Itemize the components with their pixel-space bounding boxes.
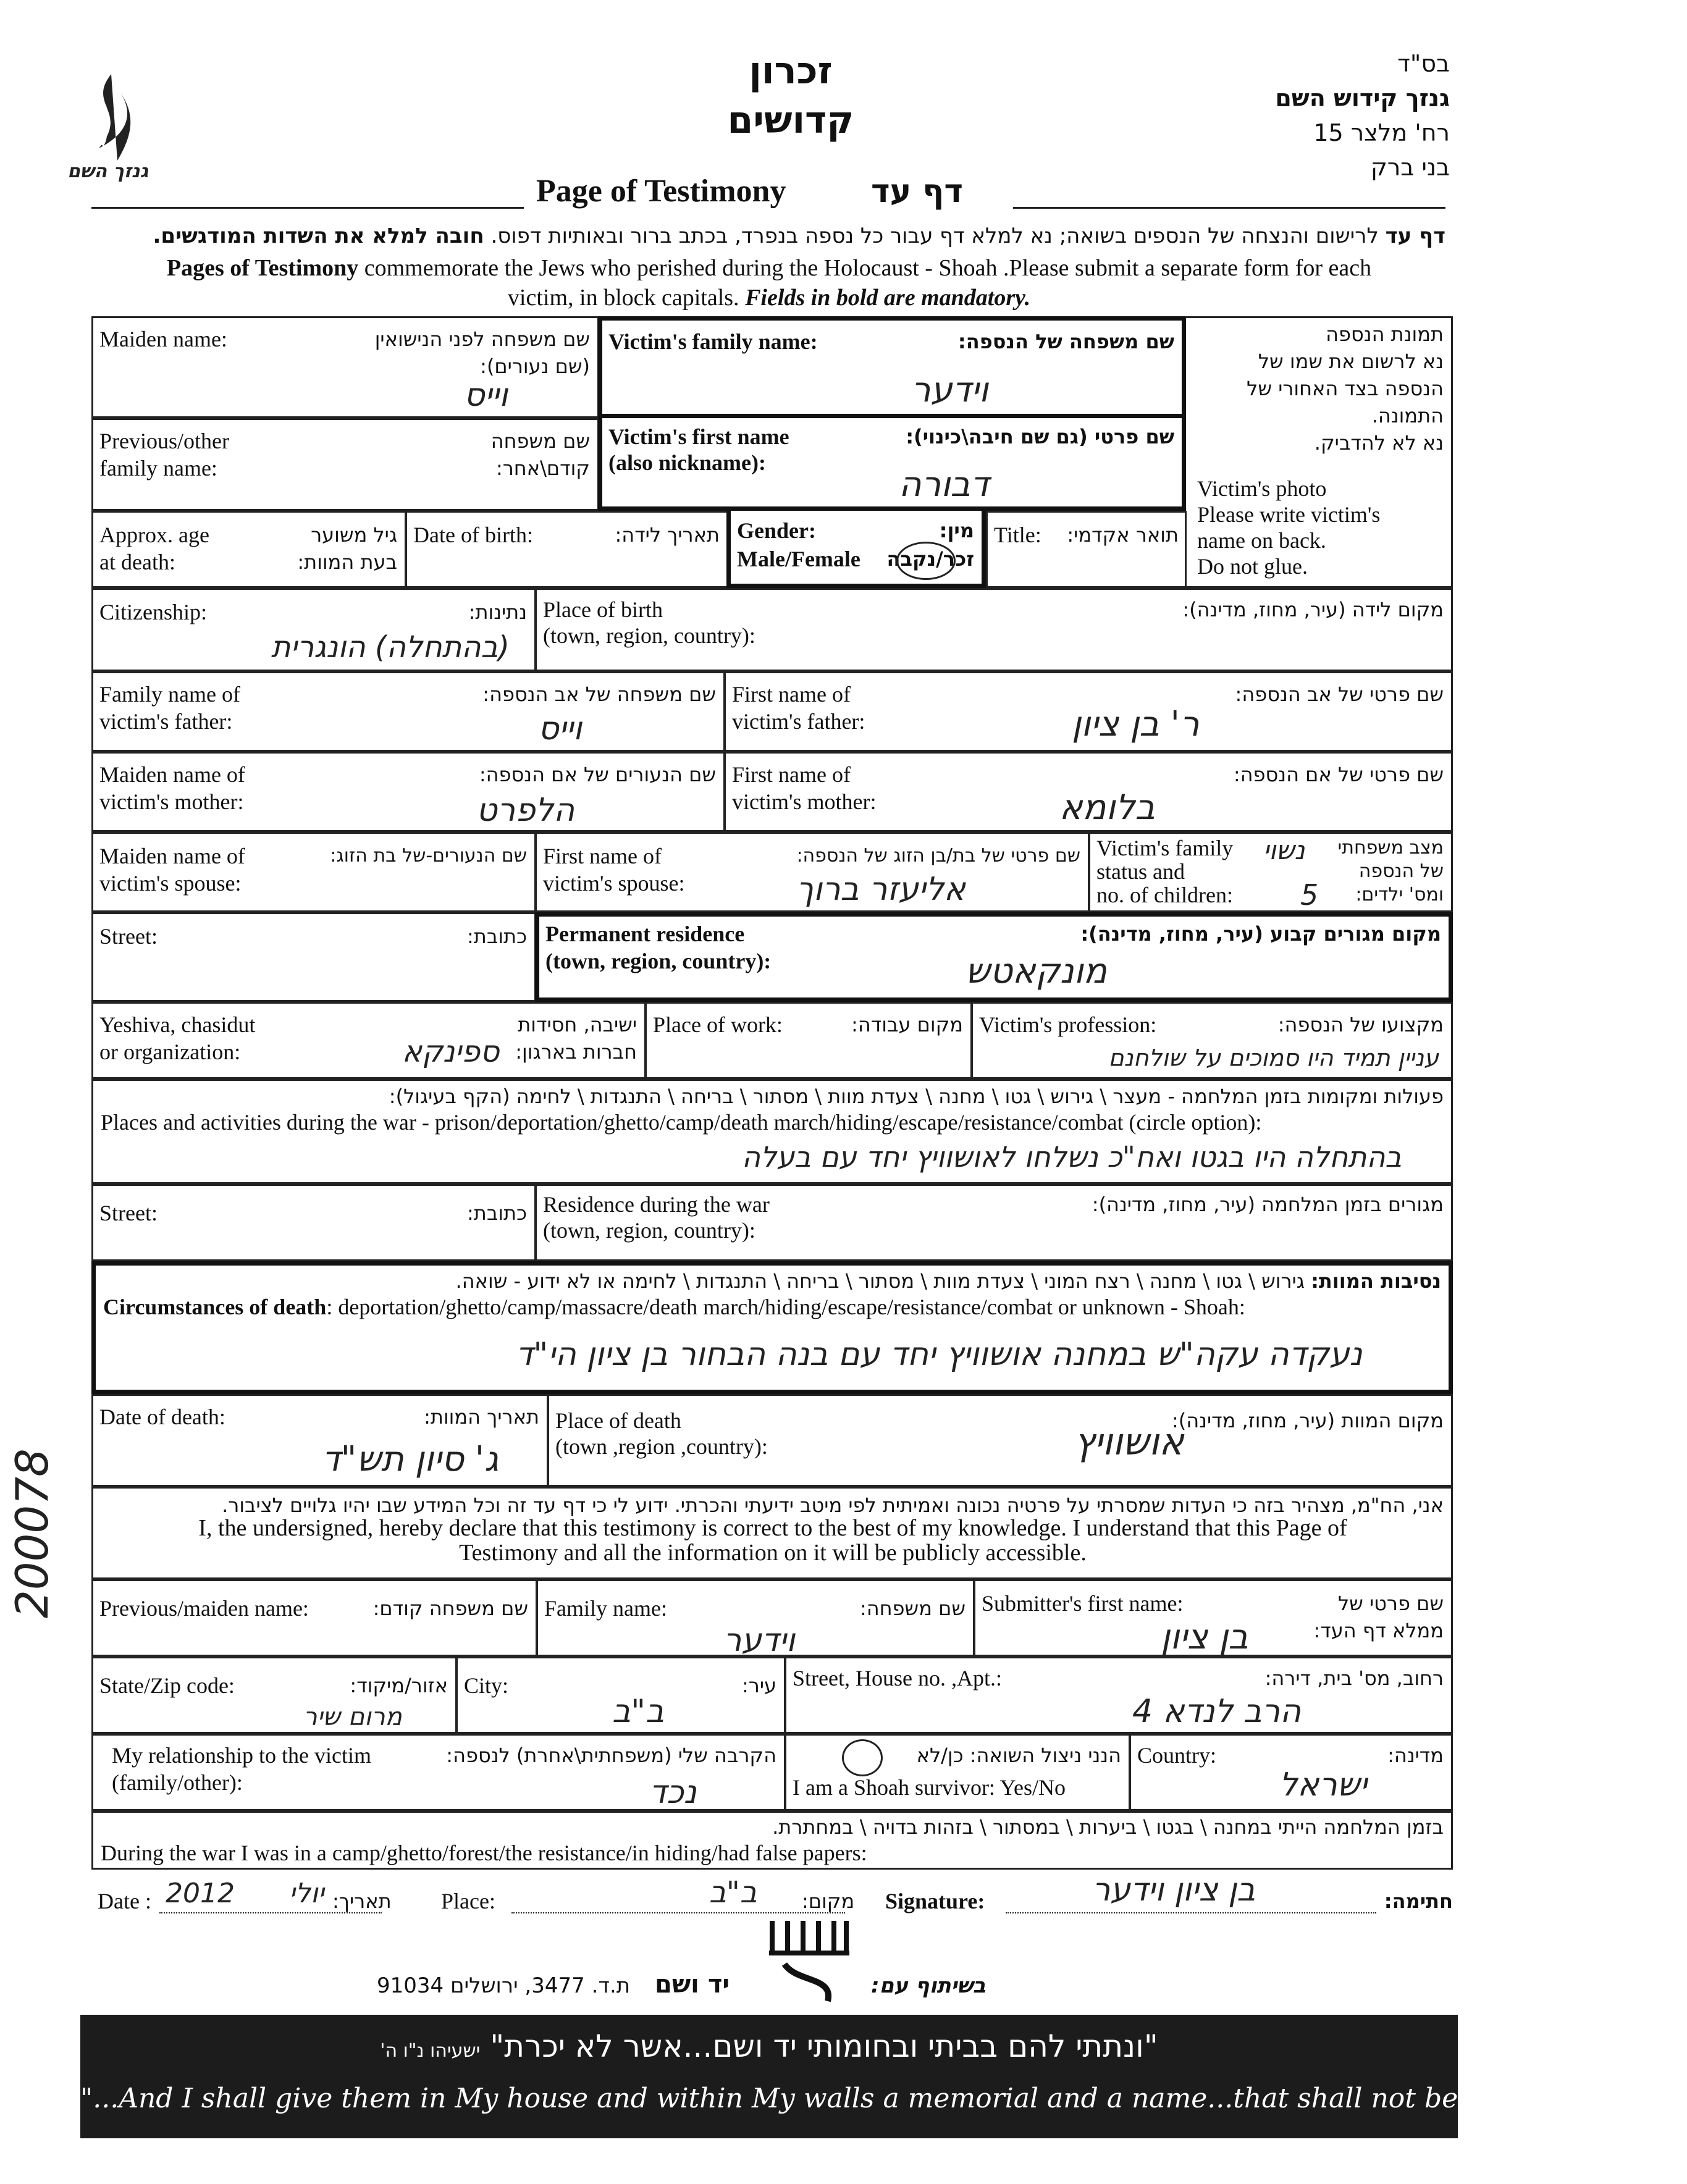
yeshiva-label2: or organization: <box>99 1040 241 1064</box>
sub-city-he: עיר: <box>741 1674 776 1697</box>
father-family-value: וייס <box>538 710 583 747</box>
circ-he <box>456 1269 1441 1293</box>
first-name-label-he: שם פרטי (גם שם חיבה\כינוי): <box>906 425 1174 448</box>
sub-first-he2: ממלא דף העד: <box>1313 1619 1444 1642</box>
sub-survivor-en: I am a Shoah survivor: Yes/No <box>793 1775 1066 1800</box>
prev-family-he1: שם משפחה <box>490 429 590 453</box>
family-name-value: וידער <box>911 370 989 410</box>
date-value: 2012 <box>166 1878 235 1909</box>
age-he2: בעת המוות: <box>297 550 397 574</box>
photo-en <box>1197 476 1380 579</box>
yeshiva-he1: ישיבה, חסידות <box>518 1013 637 1036</box>
sub-prev-maiden-he: שם משפחה קודם: <box>372 1597 528 1620</box>
header-line-1: בס"ד <box>1397 50 1450 77</box>
family-name-label: Victim's family name: <box>608 329 818 354</box>
sub-city-label: City: <box>464 1673 509 1698</box>
work-label: Place of work: <box>653 1012 783 1037</box>
header-rule-left <box>91 207 524 209</box>
pod-label2: (town ,region ,country): <box>555 1434 768 1459</box>
family-name-cell[interactable] <box>598 316 1186 418</box>
prev-family-label1: Previous/other <box>99 429 229 453</box>
family-status-value: נשוי <box>1263 835 1305 865</box>
sub-family-he: שם משפחה: <box>859 1597 966 1620</box>
header-line-2: גנזך קידוש השם <box>1275 85 1450 112</box>
logo-text: גנזך השם <box>67 161 148 182</box>
family-status-en <box>1096 836 1233 907</box>
gender-label2: Male/Female <box>737 547 860 571</box>
photo-en-3: name on back. <box>1197 528 1326 553</box>
street2-label: Street: <box>99 1201 158 1225</box>
sub-city-cell[interactable] <box>456 1657 786 1734</box>
mother-first-value: בלומא <box>1059 788 1155 828</box>
sub-wartime-en: During the war I was in a camp/ghetto/forest/the resistance/in hiding/had false papers: <box>101 1841 867 1865</box>
street-label: Street: <box>99 924 158 949</box>
gender-cell[interactable] <box>726 506 986 588</box>
sub-zip-label: State/Zip code: <box>99 1673 235 1698</box>
banner-he <box>80 2028 1458 2064</box>
declaration-en1: I, the undersigned, hereby declare that this testimony is correct to the best of my knowledge. I understand that this Page of <box>198 1515 1347 1541</box>
sub-family-label: Family name: <box>544 1596 667 1621</box>
female-circle-icon <box>896 542 956 580</box>
age-label2: at death: <box>99 550 175 574</box>
date-he: תאריך: <box>332 1889 392 1913</box>
father-first-cell[interactable] <box>724 671 1453 752</box>
father-first-value: ר' בן ציון <box>1072 704 1200 744</box>
father-family-he: שם משפחה של אב הנספה: <box>482 682 716 706</box>
maiden-name-label-he1: שם משפחה לפני הנישואין <box>374 327 590 351</box>
mother-maiden-label1: Maiden name of <box>99 762 245 787</box>
pod-value: אושוויץ <box>1074 1421 1184 1464</box>
banner-en <box>80 2083 1687 2114</box>
declaration-he: אני, הח"מ, מצהיר בזה כי העדות שמסרתי על פרטיה נכונה ואמיתית לפי מיטב ידיעתי והכרתי. ידוע לי כי דף עד זה וכל המידע שבו יהיו גלויים לציבור. <box>222 1493 1444 1517</box>
mother-first-label2: victim's mother: <box>732 789 877 814</box>
street-he: כתובת: <box>467 925 527 948</box>
dob-he: תאריך לידה: <box>615 523 720 547</box>
banner-en-text: "...And I shall give them in My house and within My walls a memorial and a name...that shall not be cut off" <box>80 2083 1567 2114</box>
signature-label: Signature: <box>885 1889 985 1913</box>
profession-value: עניין תמיד היו סמוכים על שולחנם <box>1108 1044 1439 1072</box>
header-line-3: רח' מלצר 15 <box>1313 119 1450 146</box>
intro-he-plain: לרישום והנצחה של הנספים בשואה; נא למלא דף עבור כל נספה בנפרד, בכתב ברור ובאותיות דפוס. <box>490 224 1379 248</box>
sub-relation-he: הקרבה שלי (משפחתית\אחרת) לנספה: <box>446 1744 776 1767</box>
sub-zip-value: מרום שיר <box>303 1703 402 1731</box>
yeshiva-cell[interactable] <box>91 1002 646 1079</box>
yv-address: ת.ד. 3477, ירושלים 91034 <box>377 1973 631 1998</box>
first-name-label2: (also nickname): <box>608 450 766 475</box>
sub-zip-cell[interactable] <box>91 1657 457 1734</box>
first-name-value: דבורה <box>899 464 990 505</box>
photo-he-1: תמונת הנספה <box>1326 322 1444 346</box>
sub-first-label: Submitter's first name: <box>982 1591 1184 1616</box>
sub-family-value: וידער <box>723 1622 796 1659</box>
circ-en <box>103 1294 1245 1320</box>
signature-value: בן ציון וידער <box>1092 1871 1256 1909</box>
street2-he: כתובת: <box>467 1201 527 1225</box>
sub-street-label: Street, House no. ,Apt.: <box>793 1666 1002 1690</box>
banner-en-ref: Isaiah 56:5 <box>1575 2089 1687 2112</box>
citizenship-cell[interactable] <box>91 588 536 671</box>
sub-country-cell[interactable] <box>1129 1734 1453 1811</box>
sub-family-cell[interactable] <box>536 1579 975 1657</box>
date-label: Date : <box>98 1889 151 1913</box>
family-status-he2: של הנספה <box>1358 860 1444 882</box>
street2-cell[interactable] <box>91 1184 536 1261</box>
sub-relation-label1: My relationship to the victim <box>112 1743 371 1768</box>
place-label: Place: <box>441 1889 495 1913</box>
circ-value: נעקדה עקה"ש במחנה אושוויץ יחד עם בנה הבחור בן ציון הי"ד <box>516 1336 1363 1373</box>
family-name-label-he: שם משפחה של הנספה: <box>957 330 1174 353</box>
street-cell[interactable] <box>91 912 536 1002</box>
pod-he: מקום המוות (עיר, מחוז, מדינה): <box>1171 1409 1444 1432</box>
prev-family-he2: קודם\אחר: <box>495 456 590 480</box>
date-value2: יולי <box>289 1878 324 1909</box>
yeshiva-label1: Yeshiva, chasidut <box>99 1012 256 1037</box>
children-value: 5 <box>1300 878 1319 912</box>
sub-country-value: ישראל <box>1279 1766 1368 1804</box>
spouse-first-label2: victim's spouse: <box>543 871 685 896</box>
sub-survivor-he: הנני ניצול השואה: כן/לא <box>916 1744 1121 1767</box>
war-res-label1: Residence during the war <box>543 1192 770 1217</box>
family-status-cell[interactable] <box>1088 832 1453 912</box>
first-name-cell[interactable] <box>598 414 1186 511</box>
declaration-cell <box>91 1487 1453 1579</box>
signature-he: חתימה: <box>1384 1889 1453 1913</box>
sub-wartime-cell[interactable] <box>91 1811 1453 1870</box>
profession-he: מקצועו של הנספה: <box>1277 1013 1444 1036</box>
photo-en-4: Do not glue. <box>1197 554 1308 579</box>
spouse-maiden-label1: Maiden name of <box>99 844 245 868</box>
intro-he-bold-start: דף עד <box>1385 224 1445 248</box>
spouse-maiden-cell[interactable] <box>91 832 536 912</box>
title-he: תואר אקדמי: <box>1067 523 1179 547</box>
mother-first-cell[interactable] <box>724 752 1453 832</box>
age-label1: Approx. age <box>99 523 209 547</box>
photo-he-5: נא לא להדביק. <box>1314 431 1444 455</box>
maiden-name-label-he2: (שם נעורים): <box>480 355 590 378</box>
sub-street-value: הרב לנדא 4 <box>1132 1693 1302 1730</box>
pod-label1: Place of death <box>555 1408 681 1433</box>
yeshiva-he2: חברות בארגון: <box>515 1040 637 1064</box>
place-birth-cell[interactable] <box>535 588 1453 671</box>
sub-relation-cell[interactable] <box>91 1734 786 1811</box>
father-first-he: שם פרטי של אב הנספה: <box>1235 682 1444 706</box>
work-he: מקום עבודה: <box>851 1013 963 1036</box>
maiden-name-label: Maiden name: <box>99 327 227 351</box>
age-he1: גיל משוער <box>311 523 397 547</box>
no-circle-icon <box>842 1739 883 1776</box>
citizenship-value: (בהתחלה) הונגרית <box>271 630 510 665</box>
spouse-maiden-he: שם הנעורים-של בת הזוג: <box>330 845 527 867</box>
logo <box>67 68 148 185</box>
sub-first-value: בן ציון <box>1161 1617 1248 1657</box>
sub-zip-he: אזור/מיקוד: <box>350 1674 448 1697</box>
spouse-first-cell[interactable] <box>535 832 1090 912</box>
circ-en-text: : deportation/ghetto/camp/massacre/death march/hiding/escape/resistance/combat or unknown - Shoah: <box>326 1295 1245 1319</box>
sub-first-cell[interactable] <box>974 1579 1453 1657</box>
sub-survivor-cell[interactable] <box>785 1734 1130 1811</box>
father-family-cell[interactable] <box>91 671 725 752</box>
page-of-testimony-he: דף עד <box>871 173 963 210</box>
father-family-label1: Family name of <box>99 682 240 707</box>
quote-banner <box>80 2015 1687 2138</box>
spouse-first-value: אליעזר ברוך <box>796 871 966 908</box>
wartime-he: פעולות ומקומות בזמן המלחמה - מעצר \ גירוש \ גטו \ מחנה \ צעדת מוות \ מסתור \ בריחה \ התנגדות \ לחימה (הקף בעיגול): <box>389 1085 1444 1108</box>
age-cell[interactable] <box>91 511 406 588</box>
title-cell[interactable] <box>986 511 1187 588</box>
profession-cell[interactable] <box>971 1002 1453 1079</box>
declaration-en <box>93 1516 1452 1565</box>
yv-name: יד ושם <box>655 1970 730 1999</box>
family-status-he1: מצב משפחתי <box>1337 837 1444 859</box>
intro-he-bold-end: חובה למלא את השדות המודגשים. <box>153 224 484 248</box>
photo-en-2: Please write victim's <box>1197 502 1381 527</box>
banner-he-text: "ונתתי להם בביתי ובחומותי יד ושם...אשר לא יכרת" <box>490 2028 1158 2064</box>
intro-he <box>93 224 1445 248</box>
intro-en-mandatory: Fields in bold are mandatory. <box>745 285 1031 311</box>
intro-en-line2: victim, in block capitals. <box>507 285 739 311</box>
dod-value: ג' סיון תש"ד <box>322 1439 499 1479</box>
banner-he-ref: ישעיהו נ"ו ה' <box>380 2040 481 2062</box>
mother-first-he: שם פרטי של אם הנספה: <box>1233 763 1444 786</box>
sub-city-value: ב"ב <box>612 1693 665 1730</box>
dod-he: תאריך המוות: <box>424 1405 539 1429</box>
place-he: מקום: <box>802 1889 855 1913</box>
place-birth-he: מקום לידה (עיר, מחוז, מדינה): <box>1182 598 1444 621</box>
gender-he2: זכר/נקבה <box>886 547 974 571</box>
father-first-label2: victim's father: <box>732 709 865 734</box>
header-rule-right <box>1013 207 1445 209</box>
intro-en-line1: commemorate the Jews who perished during the Holocaust - Shoah .Please submit a separate form for each <box>364 255 1372 281</box>
spouse-maiden-label2: victim's spouse: <box>99 871 242 896</box>
mother-maiden-label2: victim's mother: <box>99 789 244 814</box>
war-res-cell[interactable] <box>535 1184 1453 1261</box>
title-he-line2: קדושים <box>727 99 854 142</box>
work-cell[interactable] <box>645 1002 972 1079</box>
dob-label: Date of birth: <box>413 523 533 547</box>
sub-prev-maiden-cell[interactable] <box>91 1579 537 1657</box>
photo-he-3: הנספה בצד האחורי של <box>1247 377 1444 400</box>
circ-en-bold: Circumstances of death <box>103 1295 327 1319</box>
circ-he-text: גירוש \ גטו \ מחנה \ רצח המוני \ צעדת מוות \ מסתור \ בריחה \ התנגדות \ לחימה או לא ידוע - שואה. <box>455 1269 1305 1293</box>
signature-underline <box>1006 1912 1376 1913</box>
family-status-en1: Victim's family <box>1096 836 1234 860</box>
place-birth-label1: Place of birth <box>543 597 663 622</box>
margin-number: 200078 <box>6 1448 58 1618</box>
gender-label1: Gender: <box>737 518 816 543</box>
first-name-label1: Victim's first name <box>608 424 789 449</box>
profession-label: Victim's profession: <box>979 1012 1157 1037</box>
mother-maiden-he: שם הנעורים של אם הנספה: <box>479 763 716 786</box>
family-status-he3: ומס' ילדים: <box>1355 884 1444 905</box>
intro-en <box>93 253 1445 313</box>
spouse-first-he: שם פרטי של בת/בן הזוג של הנספה: <box>796 845 1080 867</box>
war-res-label2: (town, region, country): <box>543 1218 755 1243</box>
citizenship-he: נתינות: <box>468 600 527 624</box>
place-underline <box>511 1912 845 1913</box>
declaration-en2: Testimony and all the information on it will be publicly accessible. <box>459 1540 1087 1566</box>
family-status-en2: status and <box>1096 859 1185 884</box>
photo-box[interactable] <box>1185 316 1453 588</box>
sub-street-he: רחוב, מס' בית, דירה: <box>1264 1666 1444 1690</box>
wartime-cell[interactable] <box>91 1079 1453 1184</box>
family-status-en3: no. of children: <box>1096 883 1233 907</box>
yv-partner: בשיתוף עם: <box>871 1973 986 1998</box>
war-res-he: מגורים בזמן המלחמה (עיר, מחוז, מדינה): <box>1092 1193 1444 1216</box>
sub-relation-label2: (family/other): <box>112 1770 243 1795</box>
family-status-he <box>1338 836 1444 907</box>
circ-he-bold: נסיבות המוות: <box>1311 1269 1441 1293</box>
citizenship-label: Citizenship: <box>99 600 207 624</box>
mother-maiden-value: הלפרט <box>476 792 575 829</box>
dod-label: Date of death: <box>99 1405 225 1429</box>
header-line-4: בני ברק <box>1370 154 1450 181</box>
sub-first-he1: שם פרטי של <box>1337 1592 1444 1615</box>
sub-country-label: Country: <box>1137 1743 1217 1768</box>
wartime-value: בהתחלה היו בגטו ואח"כ נשלחו לאושוויץ יחד עם בעלה <box>742 1140 1402 1174</box>
sub-street-cell[interactable] <box>785 1657 1453 1734</box>
father-family-label2: victim's father: <box>99 709 233 734</box>
circumstances-cell[interactable] <box>91 1261 1453 1394</box>
place-value: ב"ב <box>709 1875 757 1910</box>
sub-prev-maiden-label: Previous/maiden name: <box>99 1596 309 1621</box>
perm-res-value: מונקאטש <box>966 951 1107 991</box>
perm-res-he: מקום מגורים קבוע (עיר, מחוז, מדינה): <box>1080 922 1441 946</box>
photo-he-2: נא לרשום את שמו של <box>1258 350 1444 373</box>
menorah-logo-icon <box>760 1915 859 2007</box>
title-he-line1: זכרון <box>749 49 833 93</box>
dob-cell[interactable] <box>405 511 729 588</box>
place-birth-label2: (town, region, country): <box>543 623 755 648</box>
intro-en-bold: Pages of Testimony <box>166 255 359 281</box>
photo-he <box>1247 321 1444 456</box>
perm-res-label1: Permanent residence <box>545 922 745 946</box>
right-header <box>1129 46 1450 185</box>
sub-relation-value: נכד <box>649 1774 697 1811</box>
sub-wartime-he: בזמן המלחמה הייתי במחנה \ בגטו \ ביערות \ במסתור \ בזהות בדויה \ במחתרת. <box>772 1815 1444 1839</box>
mother-first-label1: First name of <box>732 762 851 787</box>
perm-res-cell[interactable] <box>535 912 1453 1002</box>
photo-he-4: התמונה. <box>1371 404 1444 427</box>
maiden-name-value: וייס <box>464 377 508 414</box>
spouse-first-label1: First name of <box>543 844 662 868</box>
gender-he1: מין: <box>939 519 974 542</box>
prev-family-label2: family name: <box>99 456 217 481</box>
title-label: Title: <box>994 523 1041 547</box>
father-first-label1: First name of <box>732 682 851 707</box>
yeshiva-value: ספינקא <box>402 1035 500 1069</box>
mother-maiden-cell[interactable] <box>91 752 725 832</box>
perm-res-label2: (town, region, country): <box>545 949 772 973</box>
pod-cell[interactable] <box>547 1394 1453 1487</box>
wartime-en: Places and activities during the war - prison/deportation/ghetto/camp/death march/hiding/escape/resistance/combat (circle option): <box>101 1110 1262 1135</box>
sub-country-he: מדינה: <box>1387 1744 1444 1767</box>
prev-family-cell[interactable] <box>91 418 599 511</box>
photo-en-1: Victim's photo <box>1197 476 1327 501</box>
page-of-testimony-en: Page of Testimony <box>536 174 786 209</box>
dod-cell[interactable] <box>91 1394 549 1487</box>
maiden-name-cell[interactable] <box>91 316 599 418</box>
